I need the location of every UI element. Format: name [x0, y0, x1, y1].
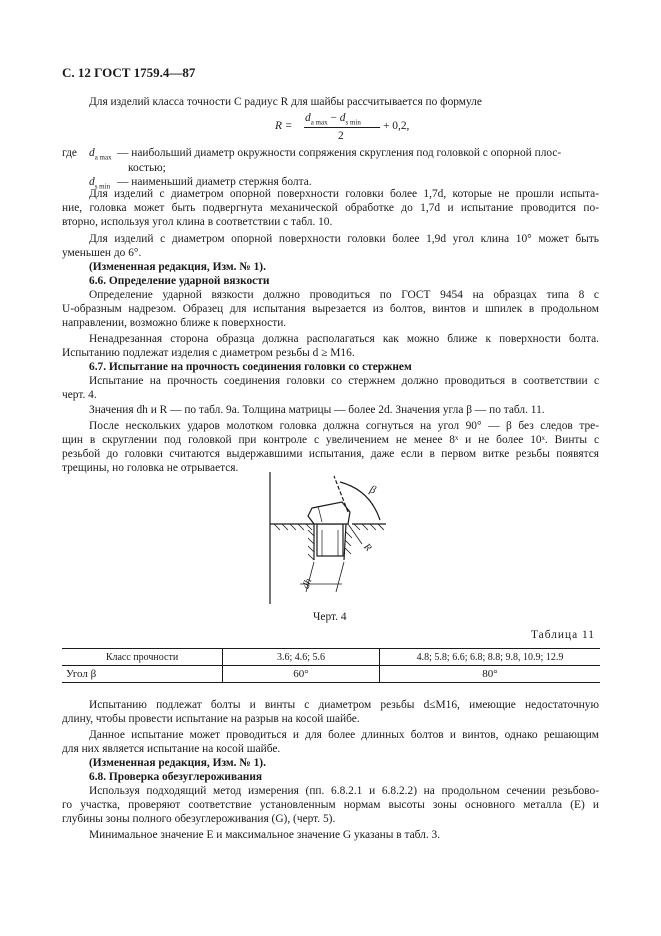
section-6-7-p3-line1: После нескольких ударов молотком головка должна согнуться на угол 90° — β без следов тре- — [89, 420, 599, 432]
section-6-6-p1-line3: направлении, возможно ближе к поверхности. — [62, 317, 287, 329]
section-6-7-p3-line2: щин в скруглении под головкой при контроле с увеличением не менее 8ˣ и не более 10ˣ. Винты с — [62, 434, 599, 446]
section-6-6-p1-line2: U-образным надрезом. Образец для испытания вырезается из болтов, винтов и шпилек в продольном — [62, 303, 599, 315]
paragraph-17d-line2: ние, головка может быть подвергнута механической обработке до 1,7d и испытание проводится по- — [62, 202, 599, 214]
formula-num-a: d — [305, 112, 311, 124]
section-6-7-p1-line2: черт. 4. — [62, 389, 97, 401]
figure-r-leader — [348, 524, 362, 544]
revision-note-1: (Измененная редакция, Изм. № 1). — [89, 261, 266, 273]
where-d2-text: — наименьший диаметр стержня болта. — [117, 176, 312, 188]
figure-label-dh: dh — [300, 577, 315, 591]
where-d1-text-cont: костью; — [128, 162, 166, 174]
section-6-8-p1-line2: го участка, проверяют соответствие установленным нормам высоты зоны основного металла (E) и — [62, 799, 599, 811]
section-6-7-p3-line4: трещины, но головка не отрывается. — [62, 462, 239, 474]
figure-bolt-head — [308, 502, 350, 524]
table-cell-class-a: 3.6; 4.6; 5.6 — [223, 649, 380, 666]
figure-bolt-shank — [317, 524, 343, 556]
paragraph-after2-line1: Данное испытание может проводиться и для более длинных болтов и винтов, однако решающим — [89, 729, 599, 741]
formula-tail: + 0,2, — [383, 120, 410, 132]
figure-label-r: R — [361, 541, 374, 554]
paragraph-19d-line2: уменьшен до 6°. — [62, 247, 142, 259]
paragraph-17d-line3: вторно, используя угол клина в соответствии с табл. 10. — [62, 216, 333, 228]
formula-num-b: d — [339, 112, 346, 124]
table-row — [62, 649, 600, 666]
table-cell-class-label: Класс прочности — [62, 649, 223, 666]
formula-minus: − — [330, 112, 337, 124]
paragraph-after-line2: длину, чтобы провести испытание на разрыв на косой шайбе. — [62, 713, 360, 725]
page-header: С. 12 ГОСТ 1759.4—87 — [62, 65, 196, 80]
section-6-8-p2: Минимальное значение E и максимальное значение G указаны в табл. 3. — [89, 829, 441, 841]
where-d1-symbol: $d_{a max}$ — [89, 147, 112, 162]
where-d2-symbol: $d_{s min}$ — [89, 176, 111, 191]
table-cell-class-b: 4.8; 5.8; 6.6; 6.8; 8.8; 9.8, 10.9; 12.9 — [380, 649, 601, 666]
formula-num-b-sub: s min — [345, 118, 361, 127]
formula-lhs: R = — [275, 120, 293, 132]
section-6-7-p2: Значения dh и R — по табл. 9а. Толщина матрицы — более 2d. Значения угла β — по табл. 11. — [89, 404, 545, 416]
paragraph-17d-line1: Для изделий с диаметром опорной поверхности головки более 1,7d, которые не прошли испыта- — [89, 188, 599, 200]
figure-hole-wall-right — [344, 524, 346, 560]
paragraph-after-line1: Испытанию подлежат болты и винты с диаметром резьбы d≤М16, имеющие недостаточную — [89, 699, 599, 711]
figure-4-drawing — [262, 472, 398, 608]
table-11-title: Таблица 11 — [531, 629, 595, 641]
where-d1-text: — наибольший диаметр окружности сопряжения скругления под головкой с опорной плос- — [117, 147, 562, 159]
figure-4-caption: Черт. 4 — [313, 611, 347, 623]
section-6-8-p1-line3: глубины зоны полного обезуглероживания (G), (черт. 5). — [62, 813, 336, 825]
table-cell-angle-b: 80° — [380, 666, 601, 683]
section-6-7-title: 6.7. Испытание на прочность соединения головки со стержнем — [89, 361, 412, 373]
section-6-7-p3-line3: резьбой до головки считаются выдержавшими испытания, даже если в первом витке резьбы появятся — [62, 448, 599, 460]
paragraph-after2-line2: для них является испытание на косой шайбе. — [62, 743, 281, 755]
section-6-7-p1-line1: Испытание на прочность соединения головки со стержнем должно проводиться в соответствии с — [89, 375, 599, 387]
paragraph-19d-line1: Для изделий с диаметром опорной поверхности головки более 1,9d угол клина 10° может быть — [89, 233, 599, 245]
table-cell-angle-a: 60° — [223, 666, 380, 683]
section-6-8-p1-line1: Используя подходящий метод измерения (пп. 6.8.2.1 и 6.8.2.2) на продольном сечении резьбово- — [89, 785, 599, 797]
table-cell-angle-label: Угол β — [62, 666, 223, 683]
section-6-6-p2-line1: Ненадрезанная сторона образца должна располагаться как можно ближе к поверхности болта. — [89, 333, 599, 345]
formula-num-a-sub: a max — [310, 118, 328, 127]
figure-label-beta: β — [368, 483, 378, 497]
where-label: где — [62, 147, 77, 159]
section-6-8-title: 6.8. Проверка обезуглероживания — [89, 771, 263, 783]
section-6-6-title: 6.6. Определение ударной вязкости — [89, 275, 270, 287]
formula-denominator: 2 — [338, 130, 344, 142]
section-6-6-p2-line2: Испытанию подлежат изделия с диаметром резьбы d ≥ М16. — [62, 347, 355, 359]
table-11 — [62, 648, 600, 683]
table-row — [62, 666, 600, 683]
revision-note-2: (Измененная редакция, Изм. № 1). — [89, 757, 266, 769]
paragraph-class-c: Для изделий класса точности С радиус R для шайбы рассчитывается по формуле — [89, 96, 482, 108]
section-6-6-p1-line1: Определение ударной вязкости должно проводиться по ГОСТ 9454 на образцах типа 8 с — [89, 289, 599, 301]
